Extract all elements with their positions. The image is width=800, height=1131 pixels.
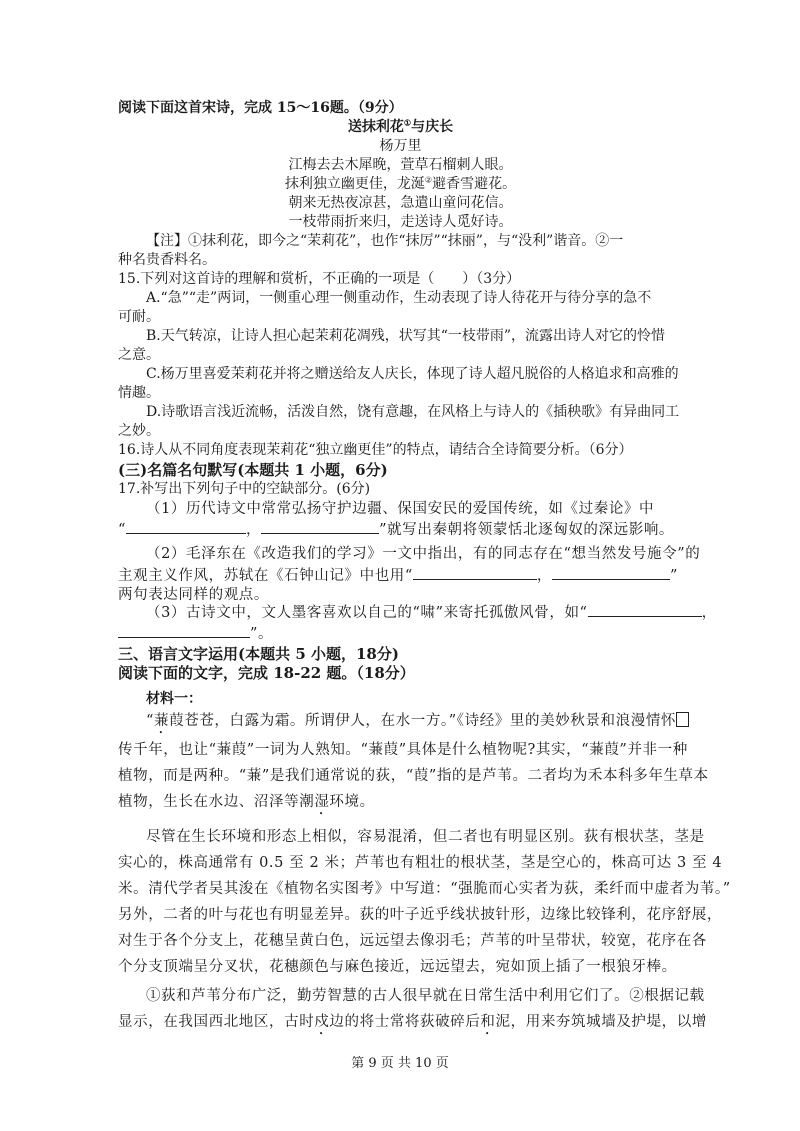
p2-line4: 另外，二者的叶与花也有明显差异。荻的叶子近乎线状披针形，边缘比较锋利，花序舒展， bbox=[118, 907, 722, 923]
page-footer: 第 9 页 共 10 页 bbox=[351, 1056, 449, 1071]
q17-item3-line2 bbox=[118, 623, 683, 643]
q17-item2-line2 bbox=[118, 565, 683, 585]
reading-intro: 阅读下面这首宋诗，完成 15～16题。（9分） bbox=[118, 100, 403, 116]
p3-line2-b: 边的将士常将荻破碎后 bbox=[329, 1014, 481, 1030]
q15-option-d-2: 之妙。 bbox=[118, 423, 160, 439]
answer-blank-1[interactable] bbox=[126, 519, 246, 534]
q17-item2-line2-a: 主观主义作风，苏轼在《石钟山记》中也用“ bbox=[118, 568, 413, 584]
q17-item1-tail: ”就写出秦朝将领蒙恬北逐匈奴的深远影响。 bbox=[379, 522, 675, 538]
poem-line-2-a: 抹利独立幽更佳，龙涎 bbox=[284, 176, 425, 192]
q17-item1-comma: ， bbox=[246, 522, 262, 538]
q15-option-c-1: C.杨万里喜爱茉莉花并将之赠送给友人庆长，体现了诗人超凡脱俗的人格追求和高雅的 bbox=[146, 366, 679, 382]
q15-option-a-1: A.“急”“走”两词，一侧重心理一侧重动作，生动表现了诗人待花开与待分享的急不 bbox=[146, 290, 652, 306]
q17-stem: 17.补写出下列句子中的空缺部分。(6分) bbox=[118, 481, 371, 497]
poem-author: 杨万里 bbox=[379, 138, 422, 154]
material-label: 材料一： bbox=[146, 691, 202, 707]
poem-line-2-note-marker: ② bbox=[424, 175, 433, 185]
q17-item3-line2-b: ”。 bbox=[250, 626, 274, 642]
answer-blank-3[interactable] bbox=[413, 565, 537, 580]
q15-option-d-1: D.诗歌语言浅近流畅，活泼自然，饶有意趣，在风格上与诗人的《插秧歌》有异曲同工 bbox=[146, 404, 680, 420]
answer-blank-6[interactable] bbox=[118, 623, 250, 638]
p1-line4-b: 环境。 bbox=[329, 794, 375, 810]
q17-item1-open-quote: “ bbox=[118, 522, 127, 538]
poem-line-1: 江梅去去木犀晚，萱草石榴刺人眼。 bbox=[288, 157, 513, 173]
answer-blank-2[interactable] bbox=[261, 519, 379, 534]
poem-title-note-marker: ① bbox=[403, 117, 412, 128]
p3-line1: ①荻和芦苇分布广泛，勤劳智慧的古人很早就在日常生活中利用它们了。②根据记载 bbox=[146, 988, 705, 1004]
poem-line-2-b: 避香雪避花。 bbox=[432, 176, 517, 192]
q17-item1-line1: （1）历代诗文中常常弘扬守护边疆、保国安民的爱国传统，如《过秦论》中 bbox=[146, 501, 655, 517]
p1-line4-dotted-char: 湿 bbox=[314, 794, 330, 810]
p2-line6: 个分支顶端呈分叉状，花穗颜色与麻色接近，远远望去，宛如顶上插了一根狼牙棒。 bbox=[118, 959, 677, 975]
q17-item3-line1 bbox=[146, 602, 717, 622]
p2-line5: 对生于各个分支上，花穗呈黄白色，远远望去像羽毛；芦苇的叶呈带状，较宽，花序在各 bbox=[118, 933, 707, 949]
poem-title-tail: 与庆长 bbox=[411, 119, 454, 135]
p1-line3: 植物，而是两种。“蒹”是我们通常说的荻，“葭”指的是芦苇。二者均为禾本科多年生草本 bbox=[118, 768, 709, 784]
poem-line-4: 一枝带雨折来归，走送诗人觅好诗。 bbox=[288, 214, 513, 230]
p3-line2-a: 显示，在我国西北地区，古时 bbox=[118, 1014, 315, 1030]
q15-option-b-1: B.天气转凉，让诗人担心起茉莉花凋残，状写其“一枝带雨”，流露出诗人对它的怜惜 bbox=[146, 328, 666, 344]
answer-blank-4[interactable] bbox=[552, 565, 670, 580]
p1-open-quote: “ bbox=[146, 713, 155, 729]
p3-line2-c: 泥，用来夯筑城墙及护堤，以增 bbox=[495, 1014, 707, 1030]
q15-option-b-2: 之意。 bbox=[118, 347, 160, 363]
p1-line4-a: 植物，生长在水边、沼泽等潮 bbox=[118, 794, 315, 810]
q17-item3-line1-a: （3）古诗文中，文人墨客喜欢以自己的“啸”来寄托孤傲风骨，如“ bbox=[146, 605, 588, 621]
part3-heading: 三、语言文字运用(本题共 5 小题，18分) bbox=[118, 645, 399, 663]
p2-line2: 实心的，株高通常有 0.5 至 2 米；芦苇也有粗壮的根状茎，茎是空心的，株高可达 3 至 4 bbox=[118, 855, 723, 871]
note-line-2: 种名贵香料名。 bbox=[118, 252, 216, 268]
missing-char-box bbox=[676, 712, 689, 727]
section3-heading: (三)名篇名句默写(本题共 1 小题，6分) bbox=[118, 461, 388, 479]
q16-stem: 16.诗人从不同角度表现茉莉花“独立幽更佳”的特点，请结合全诗简要分析。（6分） bbox=[118, 442, 633, 458]
part3-intro: 阅读下面的文字，完成 18-22 题。（18分） bbox=[118, 664, 415, 682]
q17-item2-line3: 两句表达同样的观点。 bbox=[118, 587, 269, 603]
p1-line1 bbox=[146, 712, 683, 737]
q17-item3-line1-b: ， bbox=[701, 605, 717, 621]
q15-option-a-2: 可耐。 bbox=[118, 309, 160, 325]
answer-blank-5[interactable] bbox=[588, 602, 702, 617]
p2-line1: 尽管在生长环境和形态上相似，容易混淆，但二者也有明显区别。荻有根状茎，茎是 bbox=[146, 829, 705, 845]
p2-line3: 米。清代学者吴其浚在《植物名实图考》中写道：“强脆而心实者为荻，柔纤而中虚者为苇。” bbox=[118, 881, 731, 897]
q15-option-c-2: 情趣。 bbox=[118, 385, 160, 401]
p1-line4 bbox=[118, 793, 683, 818]
note-line-1: 【注】①抹利花，即今之“茉莉花”，也作“抹厉”“抹丽”，与“没利”谐音。②一 bbox=[146, 233, 624, 249]
p1-line2: 传千年，也让“蒹葭”一词为人熟知。“蒹葭”具体是什么植物呢?其实，“蒹葭”并非一种 bbox=[118, 742, 688, 758]
q17-item1-line2 bbox=[118, 519, 683, 539]
p3-line2-dotted-char-2: 和 bbox=[480, 1014, 496, 1030]
q15-stem: 15.下列对这首诗的理解和赏析，不正确的一项是（ ）（3分） bbox=[118, 271, 521, 287]
q17-item2-close: ” bbox=[670, 568, 679, 584]
q17-item2-comma: ， bbox=[536, 568, 553, 584]
poem-title-main: 送抹利花 bbox=[347, 119, 404, 135]
q17-item2-line1: （2）毛泽东在《改造我们的学习》一文中指出，有的同志存在“想当然发号施令”的 bbox=[146, 546, 701, 562]
p1-dotted-char: 蒹 bbox=[154, 713, 170, 729]
poem-line-2 bbox=[118, 175, 683, 193]
p1-line1-text: 葭苍苍，白露为霜。所谓伊人，在水一方。”《诗经》里的美妙秋景和浪漫情怀 bbox=[169, 713, 677, 729]
p3-line2-dotted-char-1: 戍 bbox=[314, 1014, 330, 1030]
p3-line2 bbox=[118, 1013, 707, 1038]
poem-title bbox=[118, 118, 683, 136]
poem-line-3: 朝来无热夜凉甚，急遣山童问花信。 bbox=[288, 195, 513, 211]
